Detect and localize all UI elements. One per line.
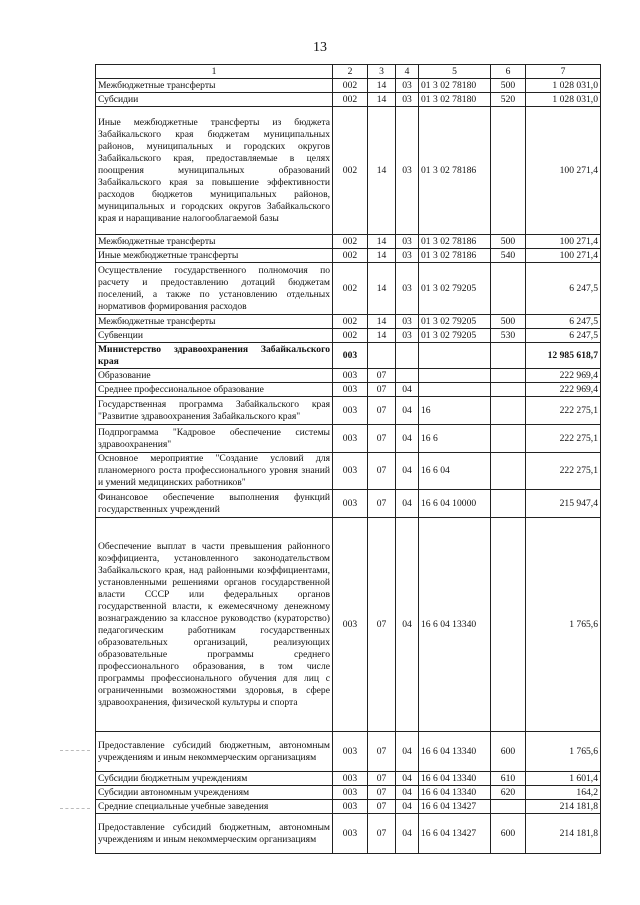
row-type-cell [491, 453, 526, 490]
row-target-cell: 01 3 02 78186 [419, 107, 491, 235]
table-row [96, 425, 601, 453]
row-type-cell [491, 518, 526, 732]
row-target-cell [419, 383, 491, 397]
row-name-cell: Субвенции [96, 329, 333, 343]
row-target-cell: 16 6 04 13340 [419, 786, 491, 800]
row-type-cell: 500 [491, 315, 526, 329]
table-row [96, 79, 601, 93]
row-amount-cell: 100 271,4 [526, 107, 601, 235]
row-code-cell: 003 [333, 772, 368, 786]
row-type-cell: 600 [491, 814, 526, 854]
row-name-cell: Обеспечение выплат в части превышения районного коэффициента, установленного законодательством Забайкальского края, над районными коэффициентами, установленными решениями органов государственной власти СССР или федеральных органов государственной власти, к ежемесячному денежному вознаграждению за классное руководство (кураторство) педагогическим работникам государственных образовательных организаций, реализующих образовательные программы среднего профессионального образования, в том числе программы профессионального обучения для лиц с ограниченными возможностями здоровья, в сфере здравоохранения, физической культуры и спорта [96, 518, 333, 732]
row-name-cell: Основное мероприятие "Создание условий для планомерного роста профессионального уровня знаний и умений медицинских работников" [96, 453, 333, 490]
row-section-cell [368, 343, 396, 369]
header-cell: 1 [96, 65, 333, 79]
row-target-cell: 01 3 02 79205 [419, 329, 491, 343]
row-section-cell: 07 [368, 732, 396, 772]
row-section-cell: 07 [368, 814, 396, 854]
header-cell: 7 [526, 65, 601, 79]
row-code-cell: 003 [333, 453, 368, 490]
row-type-cell [491, 490, 526, 518]
row-section-cell: 14 [368, 329, 396, 343]
row-section-cell: 14 [368, 93, 396, 107]
table-row [96, 814, 601, 854]
table-row [96, 518, 601, 732]
row-subsection-cell: 04 [396, 518, 419, 732]
table-row [96, 800, 601, 814]
row-amount-cell: 1 765,6 [526, 518, 601, 732]
row-type-cell [491, 343, 526, 369]
row-code-cell: 002 [333, 93, 368, 107]
row-subsection-cell: 04 [396, 453, 419, 490]
row-code-cell: 002 [333, 315, 368, 329]
row-code-cell: 003 [333, 490, 368, 518]
row-target-cell: 16 6 [419, 425, 491, 453]
table-row [96, 732, 601, 772]
row-amount-cell: 100 271,4 [526, 249, 601, 263]
row-type-cell [491, 107, 526, 235]
table-row [96, 315, 601, 329]
row-code-cell: 002 [333, 263, 368, 315]
row-code-cell: 003 [333, 732, 368, 772]
row-type-cell [491, 800, 526, 814]
row-section-cell: 14 [368, 249, 396, 263]
row-amount-cell: 12 985 618,7 [526, 343, 601, 369]
row-section-cell: 07 [368, 425, 396, 453]
row-code-cell: 002 [333, 249, 368, 263]
row-code-cell: 003 [333, 369, 368, 383]
row-amount-cell: 222 969,4 [526, 369, 601, 383]
row-target-cell: 16 6 04 13427 [419, 800, 491, 814]
row-subsection-cell [396, 369, 419, 383]
row-subsection-cell: 03 [396, 315, 419, 329]
row-code-cell: 003 [333, 518, 368, 732]
row-amount-cell: 214 181,8 [526, 814, 601, 854]
row-amount-cell: 100 271,4 [526, 235, 601, 249]
header-cell: 6 [491, 65, 526, 79]
row-amount-cell: 1 601,4 [526, 772, 601, 786]
row-section-cell: 14 [368, 79, 396, 93]
row-type-cell: 520 [491, 93, 526, 107]
row-code-cell: 003 [333, 343, 368, 369]
row-type-cell: 610 [491, 772, 526, 786]
row-target-cell: 16 6 04 13340 [419, 732, 491, 772]
row-subsection-cell: 04 [396, 772, 419, 786]
row-amount-cell: 222 275,1 [526, 425, 601, 453]
row-subsection-cell: 04 [396, 490, 419, 518]
row-name-cell: Межбюджетные трансферты [96, 315, 333, 329]
row-type-cell: 500 [491, 79, 526, 93]
row-code-cell: 002 [333, 79, 368, 93]
row-target-cell: 16 6 04 [419, 453, 491, 490]
row-target-cell: 01 3 02 78186 [419, 249, 491, 263]
row-section-cell: 14 [368, 235, 396, 249]
row-amount-cell: 164,2 [526, 786, 601, 800]
row-type-cell [491, 383, 526, 397]
row-amount-cell: 1 765,6 [526, 732, 601, 772]
row-subsection-cell: 03 [396, 79, 419, 93]
row-code-cell: 003 [333, 383, 368, 397]
row-type-cell: 620 [491, 786, 526, 800]
row-section-cell: 07 [368, 453, 396, 490]
row-code-cell: 002 [333, 107, 368, 235]
table-row [96, 786, 601, 800]
row-name-cell: Подпрограмма "Кадровое обеспечение системы здравоохранения" [96, 425, 333, 453]
row-subsection-cell: 04 [396, 800, 419, 814]
row-subsection-cell: 04 [396, 397, 419, 425]
table-row [96, 329, 601, 343]
row-section-cell: 07 [368, 800, 396, 814]
row-type-cell: 500 [491, 235, 526, 249]
row-section-cell: 07 [368, 397, 396, 425]
row-section-cell: 07 [368, 786, 396, 800]
row-subsection-cell: 04 [396, 425, 419, 453]
row-name-cell: Образование [96, 369, 333, 383]
row-subsection-cell: 03 [396, 249, 419, 263]
row-type-cell [491, 263, 526, 315]
budget-table [95, 64, 601, 854]
row-code-cell: 003 [333, 425, 368, 453]
row-subsection-cell [396, 343, 419, 369]
row-code-cell: 003 [333, 814, 368, 854]
row-amount-cell: 222 969,4 [526, 383, 601, 397]
row-section-cell: 07 [368, 369, 396, 383]
row-target-cell: 01 3 02 78180 [419, 79, 491, 93]
row-target-cell: 16 6 04 13340 [419, 518, 491, 732]
page-number: 13 [313, 40, 327, 55]
row-subsection-cell: 04 [396, 814, 419, 854]
table-row [96, 263, 601, 315]
row-target-cell: 16 6 04 10000 [419, 490, 491, 518]
row-subsection-cell: 03 [396, 107, 419, 235]
table-row [96, 369, 601, 383]
table-body [96, 65, 601, 854]
row-target-cell: 16 6 04 13427 [419, 814, 491, 854]
row-name-cell: Среднее профессиональное образование [96, 383, 333, 397]
header-cell: 2 [333, 65, 368, 79]
row-amount-cell: 6 247,5 [526, 329, 601, 343]
row-subsection-cell: 03 [396, 329, 419, 343]
row-code-cell: 002 [333, 329, 368, 343]
row-name-cell: Государственная программа Забайкальского края "Развитие здравоохранения Забайкальского края" [96, 397, 333, 425]
row-subsection-cell: 04 [396, 732, 419, 772]
row-section-cell: 14 [368, 263, 396, 315]
row-type-cell [491, 425, 526, 453]
row-code-cell: 002 [333, 235, 368, 249]
row-type-cell: 540 [491, 249, 526, 263]
row-code-cell: 003 [333, 786, 368, 800]
table-row [96, 235, 601, 249]
row-section-cell: 07 [368, 383, 396, 397]
header-cell: 3 [368, 65, 396, 79]
row-type-cell: 530 [491, 329, 526, 343]
row-name-cell: Иные межбюджетные трансферты [96, 249, 333, 263]
table-header-row [96, 65, 601, 79]
row-code-cell: 003 [333, 397, 368, 425]
row-amount-cell: 222 275,1 [526, 397, 601, 425]
row-target-cell [419, 369, 491, 383]
row-name-cell: Иные межбюджетные трансферты из бюджета Забайкальского края бюджетам муниципальных районов, муниципальных и городских округов Забайкальского края, предоставляемые в целях поощрения муниципальных образований Забайкальского края за повышение эффективности расходов бюджетов муниципальных районов, муниципальных и городских округов Забайкальского края и наращивание налогооблагаемой базы [96, 107, 333, 235]
row-name-cell: Субсидии бюджетным учреждениям [96, 772, 333, 786]
table-row [96, 107, 601, 235]
row-type-cell [491, 397, 526, 425]
row-section-cell: 14 [368, 315, 396, 329]
row-name-cell: Субсидии автономным учреждениям [96, 786, 333, 800]
row-name-cell: Министерство здравоохранения Забайкальского края [96, 343, 333, 369]
row-name-cell: Осуществление государственного полномочия по расчету и предоставлению дотаций бюджетам поселений, а также по установлению отдельных нормативов формирования расходов [96, 263, 333, 315]
row-amount-cell: 6 247,5 [526, 263, 601, 315]
row-type-cell: 600 [491, 732, 526, 772]
row-amount-cell: 214 181,8 [526, 800, 601, 814]
row-name-cell: Межбюджетные трансферты [96, 235, 333, 249]
row-section-cell: 07 [368, 772, 396, 786]
row-name-cell: Финансовое обеспечение выполнения функций государственных учреждений [96, 490, 333, 518]
row-amount-cell: 222 275,1 [526, 453, 601, 490]
row-target-cell: 01 3 02 78186 [419, 235, 491, 249]
margin-mark [60, 808, 90, 809]
row-section-cell: 07 [368, 490, 396, 518]
table-row [96, 93, 601, 107]
row-target-cell: 16 6 04 13340 [419, 772, 491, 786]
row-name-cell: Межбюджетные трансферты [96, 79, 333, 93]
row-name-cell: Предоставление субсидий бюджетным, автономным учреждениям и иным некоммерческим организациям [96, 732, 333, 772]
row-name-cell: Средние специальные учебные заведения [96, 800, 333, 814]
margin-mark [60, 750, 90, 751]
row-subsection-cell: 04 [396, 383, 419, 397]
row-amount-cell: 215 947,4 [526, 490, 601, 518]
row-subsection-cell: 03 [396, 235, 419, 249]
table-row [96, 397, 601, 425]
row-amount-cell: 6 247,5 [526, 315, 601, 329]
row-code-cell: 003 [333, 800, 368, 814]
row-amount-cell: 1 028 031,0 [526, 79, 601, 93]
row-target-cell: 01 3 02 78180 [419, 93, 491, 107]
table-row [96, 249, 601, 263]
table-row [96, 772, 601, 786]
row-subsection-cell: 03 [396, 263, 419, 315]
row-name-cell: Предоставление субсидий бюджетным, автономным учреждениям и иным некоммерческим организациям [96, 814, 333, 854]
row-section-cell: 07 [368, 518, 396, 732]
row-subsection-cell: 03 [396, 93, 419, 107]
row-section-cell: 14 [368, 107, 396, 235]
row-target-cell [419, 343, 491, 369]
row-name-cell: Субсидии [96, 93, 333, 107]
row-target-cell: 01 3 02 79205 [419, 263, 491, 315]
header-cell: 4 [396, 65, 419, 79]
header-cell: 5 [419, 65, 491, 79]
table-row [96, 343, 601, 369]
row-type-cell [491, 369, 526, 383]
row-subsection-cell: 04 [396, 786, 419, 800]
row-amount-cell: 1 028 031,0 [526, 93, 601, 107]
row-target-cell: 01 3 02 79205 [419, 315, 491, 329]
table-row [96, 490, 601, 518]
row-target-cell: 16 [419, 397, 491, 425]
table-row [96, 383, 601, 397]
table-row [96, 453, 601, 490]
